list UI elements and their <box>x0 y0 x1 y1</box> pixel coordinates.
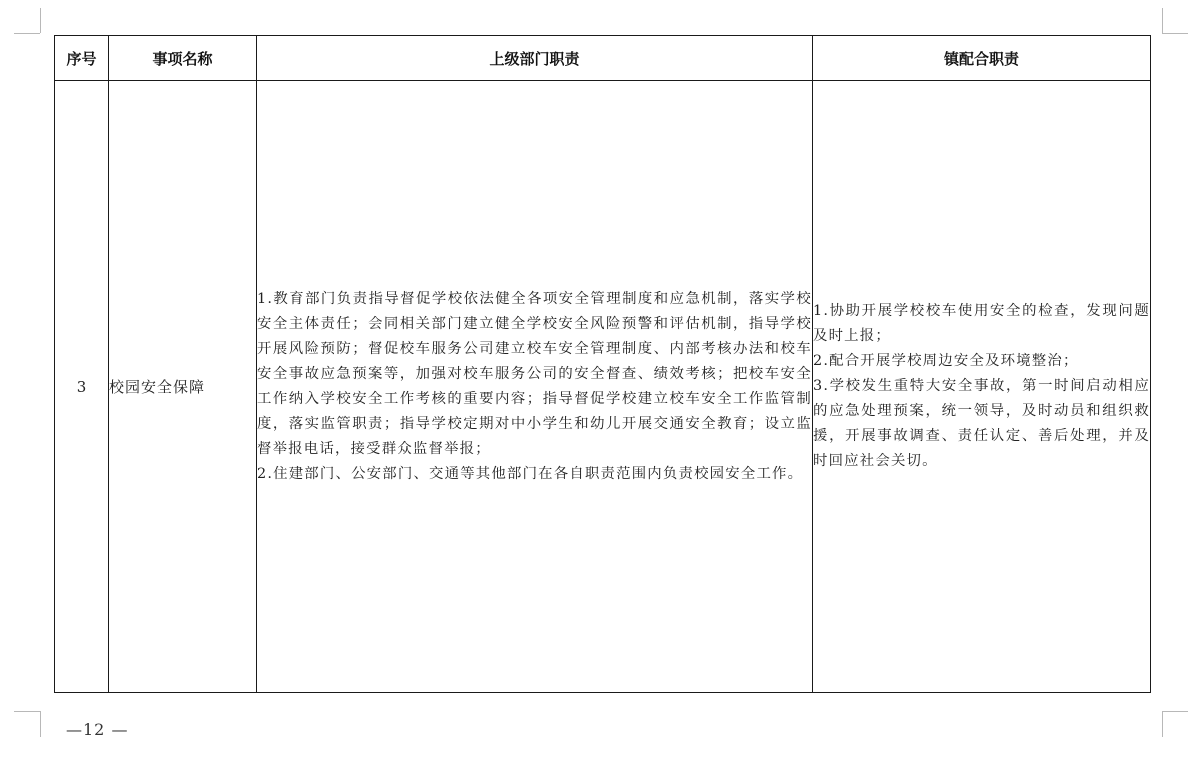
header-item: 事项名称 <box>109 36 257 81</box>
corner-mark-top-right-vertical <box>1162 8 1163 33</box>
header-no: 序号 <box>55 36 109 81</box>
header-upper: 上级部门职责 <box>257 36 813 81</box>
upper-duty-paragraph: 2.住建部门、公安部门、交通等其他部门在各自职责范围内负责校园安全工作。 <box>257 465 804 482</box>
town-duty-cell <box>813 81 1151 693</box>
town-duty-paragraph: 3.学校发生重特大安全事故，第一时间启动相应的应急处理预案，统一领导，及时动员和组织救援，开展事故调查、责任认定、善后处理，并及时回应社会关切。 <box>813 378 1150 469</box>
corner-mark-bottom-right-horizontal <box>1162 711 1188 712</box>
corner-mark-top-right-horizontal <box>1162 33 1188 34</box>
corner-mark-bottom-left-vertical <box>40 711 41 737</box>
page-number: —12 — <box>66 720 129 739</box>
upper-duty-cell <box>257 81 813 693</box>
header-town: 镇配合职责 <box>813 36 1151 81</box>
corner-mark-top-left-vertical <box>40 8 41 33</box>
upper-duty-paragraph: 1.教育部门负责指导督促学校依法健全各项安全管理制度和应急机制，落实学校安全主体责任；会同相关部门建立健全学校安全风险预警和评估机制，指导学校开展风险预防；督促校车服务公司建立校车安全管理制度、内部考核办法和校车安全事故应急预案等，加强对校车服务公司的安全督查、绩效考核；把校车安全工作纳入学校安全工作考核的重要内容；指导督促学校建立校车安全工作监管制度，落实监管职责；指导学校定期对中小学生和幼儿开展交通安全教育；设立监督举报电话，接受群众监督举报； <box>257 290 812 457</box>
responsibility-table <box>54 35 1151 693</box>
corner-mark-bottom-right-vertical <box>1162 711 1163 737</box>
item-name-cell: 校园安全保障 <box>109 81 257 693</box>
town-duty-paragraph: 1.协助开展学校校车使用安全的检查，发现问题及时上报； <box>813 303 1150 344</box>
row-number-cell: 3 <box>55 81 109 693</box>
corner-mark-bottom-left-horizontal <box>14 711 40 712</box>
corner-mark-top-left-horizontal <box>14 33 40 34</box>
table-row <box>55 81 1151 693</box>
table-header-row <box>55 36 1151 81</box>
town-duty-paragraph: 2.配合开展学校周边安全及环境整治； <box>813 353 1079 369</box>
